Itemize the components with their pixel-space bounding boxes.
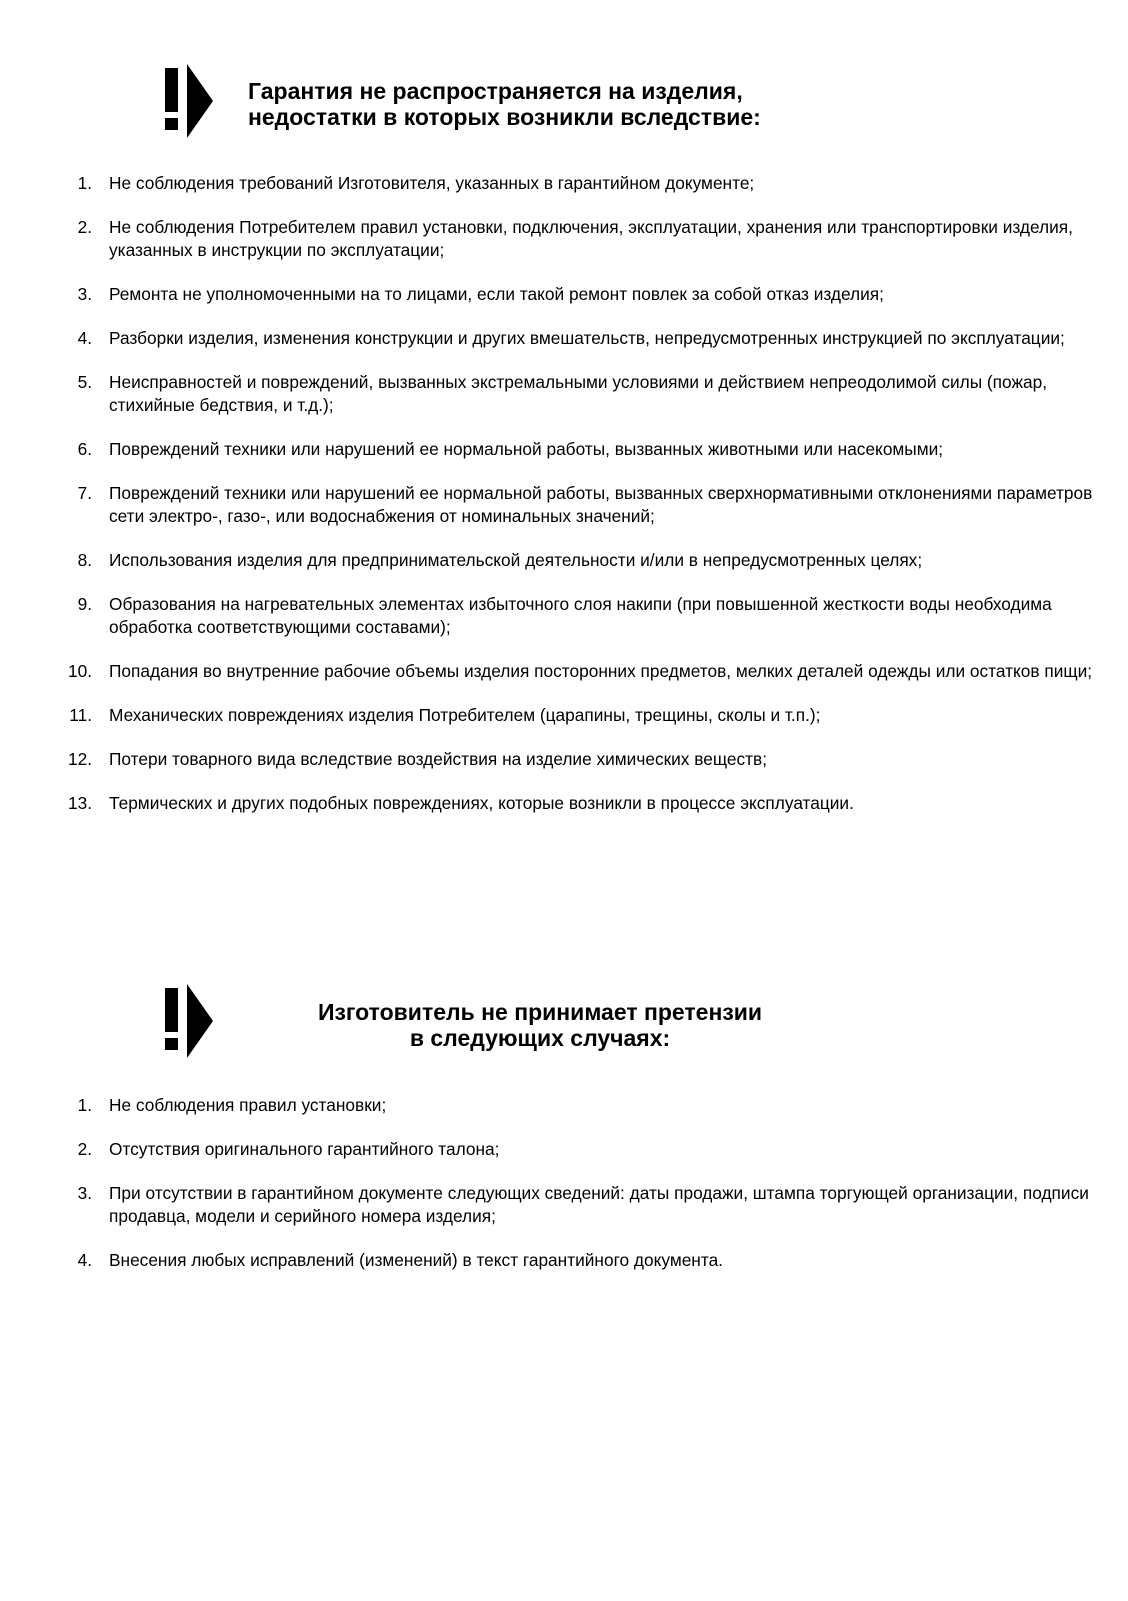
item-number: 11.: [69, 705, 92, 725]
warning-exclamation-arrow-icon: [158, 63, 218, 139]
item-text: При отсутствии в гарантийном документе следующих сведений: даты продажи, штампа торгующей организации, подписи продавца, модели и серийного номера изделия;: [109, 1183, 1089, 1226]
item-text: Разборки изделия, изменения конструкции и других вмешательств, непредусмотренных инструкцией по эксплуатации;: [109, 328, 1065, 348]
list-item: [0, 283, 1100, 306]
item-text: Образования на нагревательных элементах избыточного слоя накипи (при повышенной жесткости воды необходима обработка соответствующими составами);: [109, 594, 1052, 637]
item-number: 9.: [77, 594, 92, 614]
section2-list: [0, 1094, 1100, 1293]
list-item: [0, 1094, 1100, 1117]
list-item: [0, 593, 1100, 639]
item-number: 7.: [77, 483, 92, 503]
item-number: 4.: [77, 1250, 92, 1270]
heading-line: Гарантия не распространяется на изделия,: [248, 78, 743, 104]
section1-heading: [248, 78, 761, 130]
item-text: Внесения любых исправлений (изменений) в текст гарантийного документа.: [109, 1250, 723, 1270]
list-item: [0, 704, 1100, 727]
item-number: 3.: [77, 284, 92, 304]
item-number: 8.: [77, 550, 92, 570]
item-text: Не соблюдения Потребителем правил установки, подключения, эксплуатации, хранения или транспортировки изделия, указанных в инструкции по эксплуатации;: [109, 217, 1073, 260]
item-number: 12.: [67, 749, 92, 769]
list-item: [0, 748, 1100, 771]
section2-heading: [240, 999, 840, 1051]
list-item: [0, 327, 1100, 350]
list-item: [0, 216, 1100, 262]
item-text: Термических и других подобных повреждениях, которые возникли в процессе эксплуатации.: [109, 793, 854, 813]
list-item: [0, 1138, 1100, 1161]
section1-list: [0, 172, 1100, 836]
list-item: [0, 792, 1100, 815]
item-text: Попадания во внутренние рабочие объемы изделия посторонних предметов, мелких деталей одежды или остатков пищи;: [109, 661, 1093, 681]
list-item: [0, 482, 1100, 528]
item-number: 1.: [77, 173, 92, 193]
item-text: Повреждений техники или нарушений ее нормальной работы, вызванных животными или насекомыми;: [109, 439, 944, 459]
item-text: Механических повреждениях изделия Потребителем (царапины, трещины, сколы и т.п.);: [109, 705, 821, 725]
item-number: 2.: [77, 217, 92, 237]
item-number: 6.: [77, 439, 92, 459]
item-text: Потери товарного вида вследствие воздействия на изделие химических веществ;: [109, 749, 768, 769]
heading-line: в следующих случаях:: [409, 1025, 671, 1051]
item-text: Ремонта не уполномоченными на то лицами, если такой ремонт повлек за собой отказ изделия;: [109, 284, 884, 304]
list-item: [0, 1249, 1100, 1272]
item-text: Отсутствия оригинального гарантийного талона;: [109, 1139, 500, 1159]
item-number: 5.: [77, 372, 92, 392]
item-text: Использования изделия для предпринимательской деятельности и/или в непредусмотренных целях;: [109, 550, 923, 570]
item-text: Повреждений техники или нарушений ее нормальной работы, вызванных сверхнормативными отклонениями параметров сети электро-, газо-, или водоснабжения от номинальных значений;: [109, 483, 1093, 526]
heading-line: недостатки в которых возникли вследствие:: [248, 104, 761, 130]
item-number: 1.: [77, 1095, 92, 1115]
item-number: 13.: [67, 793, 92, 813]
list-item: [0, 1182, 1100, 1228]
list-item: [0, 549, 1100, 572]
item-text: Не соблюдения правил установки;: [109, 1095, 387, 1115]
list-item: [0, 438, 1100, 461]
item-text: Неисправностей и повреждений, вызванных экстремальными условиями и действием непреодолимой силы (пожар, стихийные бедствия, и т.д.);: [109, 372, 1048, 415]
list-item: [0, 172, 1100, 195]
list-item: [0, 371, 1100, 417]
item-number: 3.: [77, 1183, 92, 1203]
heading-line: Изготовитель не принимает претензии: [317, 999, 763, 1025]
warning-exclamation-arrow-icon: [158, 983, 218, 1059]
item-text: Не соблюдения требований Изготовителя, указанных в гарантийном документе;: [109, 173, 755, 193]
list-item: [0, 660, 1100, 683]
item-number: 4.: [77, 328, 92, 348]
item-number: 2.: [77, 1139, 92, 1159]
item-number: 10.: [67, 661, 92, 681]
